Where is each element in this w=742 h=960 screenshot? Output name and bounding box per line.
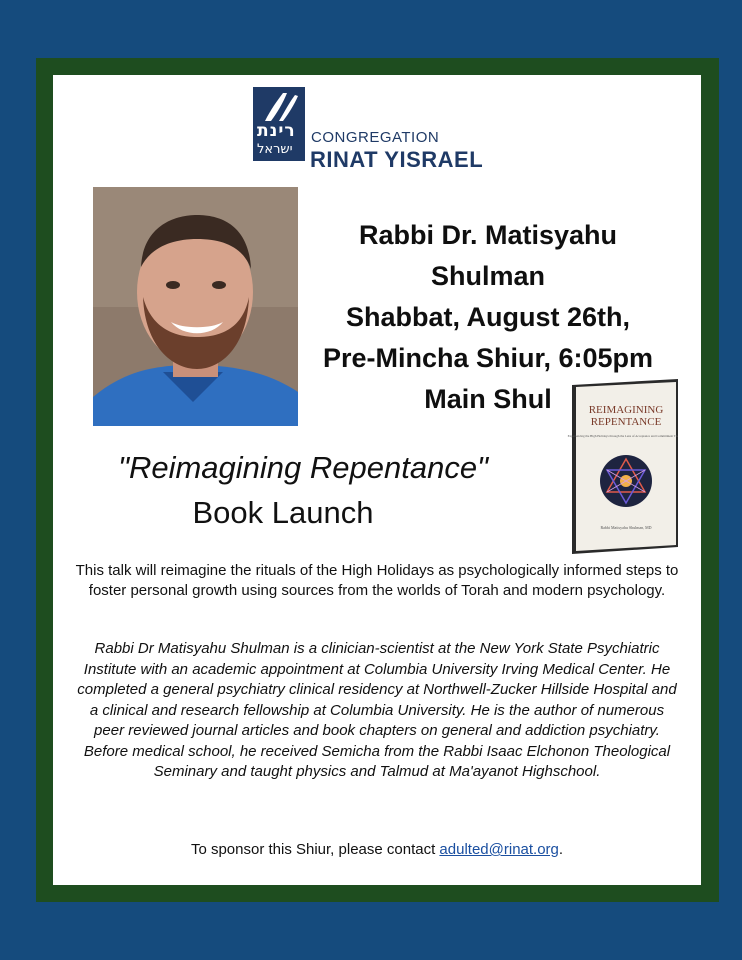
cover-tagline: Experiencing the High Holidays through the Lens of Acceptance and Commitment Therapy <box>567 434 678 438</box>
cover-title-line2: REPENTANCE <box>590 416 662 428</box>
logo-hebrew-line2: ישראל <box>257 142 293 157</box>
speaker-photo <box>93 187 298 426</box>
talk-description: This talk will reimagine the rituals of the High Holidays as psychologically informed steps to foster personal growth using sources from the worlds of Torah and modern psychology. <box>75 562 679 599</box>
book-title: "Reimagining Repentance" <box>117 450 489 485</box>
cover-author: Rabbi Matisyahu Shulman, MD <box>600 525 652 530</box>
book-cover <box>566 379 678 554</box>
event-time: Pre-Mincha Shiur, 6:05pm <box>322 343 654 373</box>
sponsor-contact <box>73 841 681 858</box>
cover-title-line1: REIMAGINING <box>588 404 664 416</box>
logo-text-congregation: CONGREGATION <box>311 129 440 146</box>
event-location: Main Shul <box>424 384 552 414</box>
contact-prefix: To sponsor this Shiur, please contact <box>190 841 440 858</box>
contact-email-link[interactable]: adulted@rinat.org <box>439 841 559 858</box>
flyer <box>53 75 701 885</box>
book-launch-label: Book Launch <box>192 495 374 530</box>
logo-hebrew-line1: רינת <box>257 121 296 141</box>
speaker-name-line2: Shulman <box>430 261 545 291</box>
event-date: Shabbat, August 26th, <box>345 302 630 332</box>
cover-star-graphic <box>600 455 652 507</box>
logo-text-name: RINAT YISRAEL <box>310 147 484 172</box>
congregation-logo <box>253 87 513 172</box>
speaker-bio: Rabbi Dr Matisyahu Shulman is a clinician-scientist at the New York State Psychiatric Institute with an academic appointment at Columbia University Irving Medical Center. He completed a general psychiatry clinical residency at Northwell-Zucker Hillside Hospital and a clinical and research fellowship at Columbia University. He is the author of numerous peer reviewed journal articles and book chapters on general and addiction psychiatry. Before medical school, he received Semicha from the Rabbi Isaac Elchonon Theological Seminary and taught physics and Talmud at Ma'ayanot Highschool. <box>77 640 677 780</box>
swoosh-icon <box>261 91 299 123</box>
contact-suffix: . <box>558 841 564 858</box>
speaker-name-line1: Rabbi Dr. Matisyahu <box>358 220 618 250</box>
logo-mark <box>253 87 305 161</box>
